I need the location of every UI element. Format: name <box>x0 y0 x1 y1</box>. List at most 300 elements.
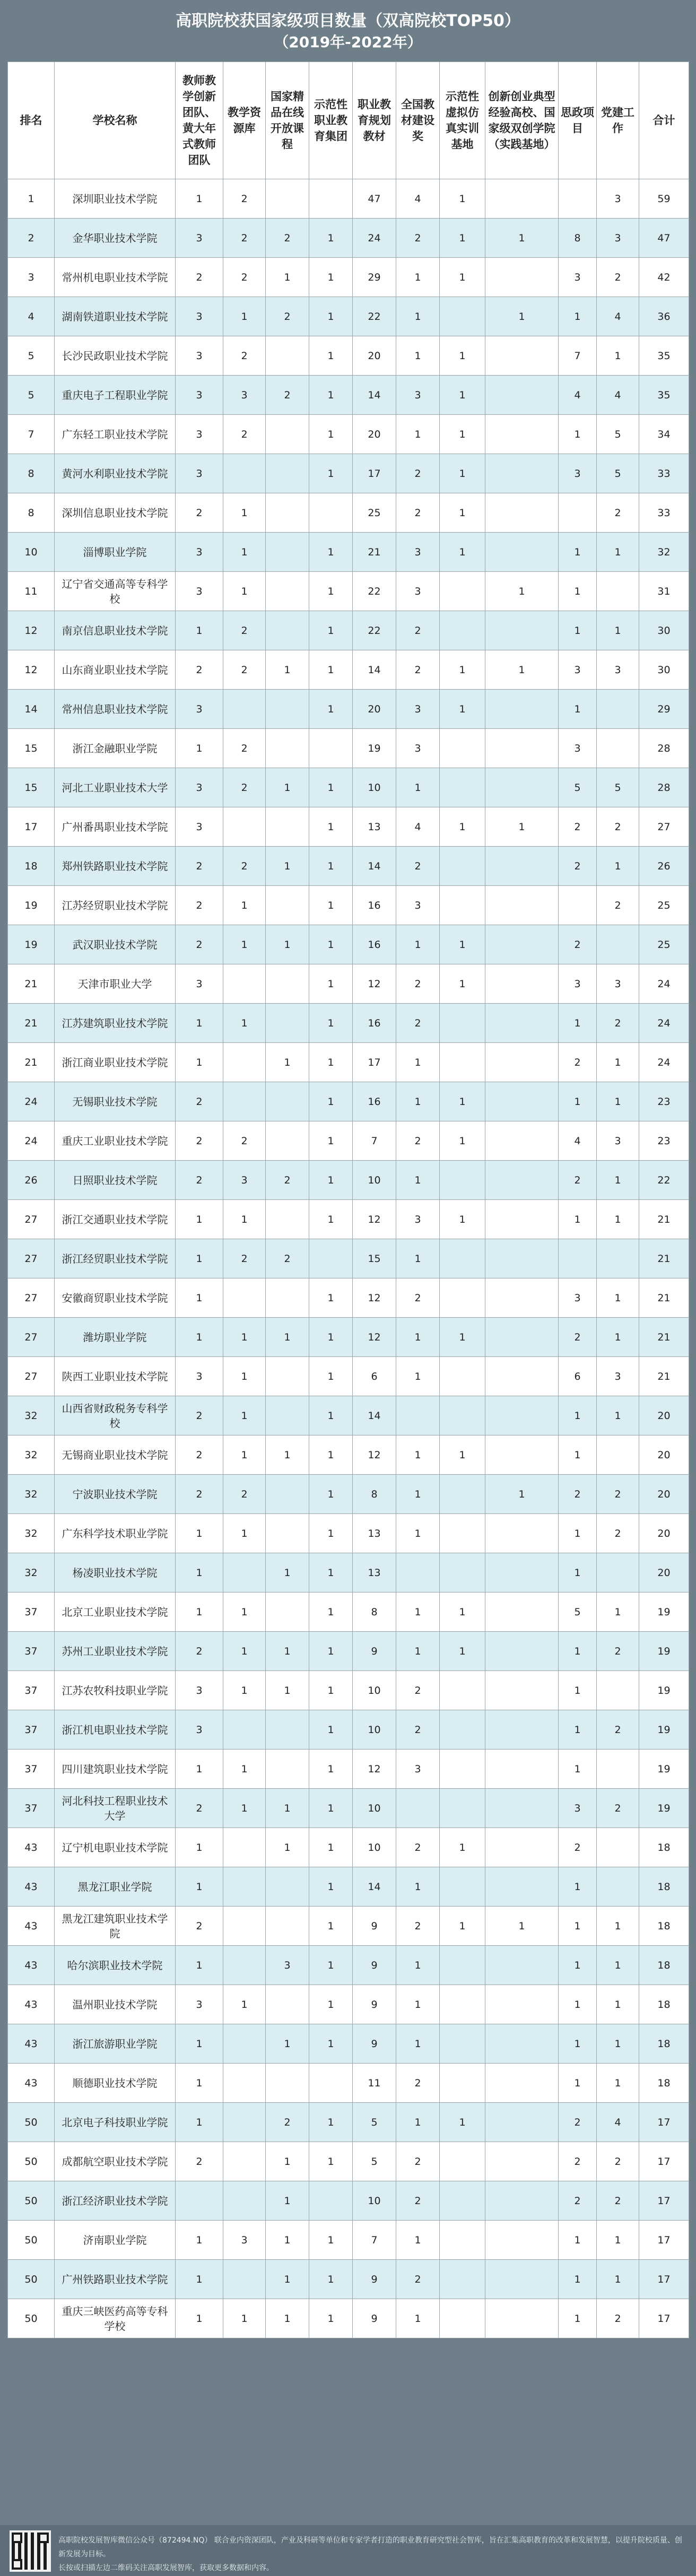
value-cell: 1 <box>309 650 353 690</box>
value-cell <box>309 493 353 533</box>
value-cell: 1 <box>559 611 597 650</box>
value-cell: 9 <box>353 2260 396 2299</box>
value-cell: 1 <box>440 1828 485 1867</box>
value-cell <box>485 1082 559 1121</box>
value-cell: 1 <box>176 1043 223 1082</box>
value-cell: 1 <box>176 2024 223 2064</box>
value-cell: 1 <box>559 415 597 454</box>
value-cell: 2 <box>396 2064 440 2103</box>
value-cell: 1 <box>266 2260 309 2299</box>
value-cell: 12 <box>353 1318 396 1357</box>
value-cell: 1 <box>309 1318 353 1357</box>
school-name-cell: 安徽商贸职业技术学院 <box>55 1278 176 1318</box>
value-cell <box>485 1121 559 1161</box>
value-cell: 9 <box>353 2299 396 2338</box>
table-row <box>8 415 689 454</box>
value-cell: 2 <box>597 807 639 847</box>
table-row <box>8 1435 689 1475</box>
value-cell: 1 <box>559 1435 597 1475</box>
rank-cell: 32 <box>8 1435 55 1475</box>
qr-code-icon <box>10 2530 51 2572</box>
column-header: 示范性职业教育集团 <box>309 62 353 179</box>
value-cell: 3 <box>396 1200 440 1239</box>
rank-cell: 37 <box>8 1592 55 1632</box>
value-cell: 17 <box>639 2221 689 2260</box>
table-row <box>8 572 689 611</box>
value-cell: 2 <box>223 611 266 650</box>
value-cell: 1 <box>266 2299 309 2338</box>
value-cell <box>266 886 309 925</box>
value-cell <box>440 1671 485 1710</box>
value-cell: 1 <box>309 2221 353 2260</box>
value-cell: 2 <box>223 650 266 690</box>
value-cell <box>266 1514 309 1553</box>
value-cell: 1 <box>266 1828 309 1867</box>
value-cell: 18 <box>639 1828 689 1867</box>
value-cell: 2 <box>597 886 639 925</box>
ranking-table <box>7 62 689 2338</box>
value-cell: 42 <box>639 258 689 297</box>
value-cell: 2 <box>266 1161 309 1200</box>
value-cell: 1 <box>396 1985 440 2024</box>
school-name-cell: 武汉职业技术学院 <box>55 925 176 964</box>
value-cell <box>266 1867 309 1907</box>
rank-cell: 43 <box>8 1946 55 1985</box>
value-cell: 2 <box>176 493 223 533</box>
value-cell: 24 <box>639 1004 689 1043</box>
value-cell <box>485 964 559 1004</box>
value-cell: 5 <box>559 1592 597 1632</box>
value-cell: 24 <box>639 1043 689 1082</box>
value-cell: 4 <box>396 807 440 847</box>
value-cell <box>485 1985 559 2024</box>
school-name-cell: 常州信息职业技术学院 <box>55 690 176 729</box>
value-cell <box>440 1867 485 1907</box>
value-cell: 1 <box>440 533 485 572</box>
table-row <box>8 2299 689 2338</box>
value-cell <box>266 1357 309 1396</box>
value-cell: 1 <box>309 768 353 807</box>
value-cell: 1 <box>223 886 266 925</box>
rank-cell: 12 <box>8 650 55 690</box>
value-cell: 1 <box>559 1710 597 1750</box>
value-cell: 10 <box>353 1710 396 1750</box>
value-cell: 1 <box>176 2064 223 2103</box>
value-cell: 17 <box>353 454 396 493</box>
rank-cell: 27 <box>8 1200 55 1239</box>
value-cell: 1 <box>309 336 353 376</box>
rank-cell: 14 <box>8 690 55 729</box>
value-cell: 1 <box>396 1043 440 1082</box>
rank-cell: 37 <box>8 1789 55 1828</box>
rank-cell: 8 <box>8 493 55 533</box>
school-name-cell: 河北工业职业技术大学 <box>55 768 176 807</box>
value-cell: 13 <box>353 1514 396 1553</box>
value-cell: 1 <box>309 1789 353 1828</box>
value-cell <box>223 2064 266 2103</box>
value-cell: 1 <box>597 1278 639 1318</box>
school-name-cell: 长沙民政职业技术学院 <box>55 336 176 376</box>
value-cell: 1 <box>176 1828 223 1867</box>
school-name-cell: 郑州铁路职业技术学院 <box>55 847 176 886</box>
value-cell: 1 <box>559 1985 597 2024</box>
value-cell: 2 <box>559 2142 597 2181</box>
table-row <box>8 1475 689 1514</box>
value-cell <box>440 572 485 611</box>
value-cell: 1 <box>396 1082 440 1121</box>
value-cell: 3 <box>176 219 223 258</box>
value-cell: 1 <box>440 336 485 376</box>
value-cell <box>597 1553 639 1592</box>
value-cell <box>223 690 266 729</box>
table-row <box>8 533 689 572</box>
value-cell <box>309 2181 353 2221</box>
rank-cell: 50 <box>8 2181 55 2221</box>
value-cell: 1 <box>396 1435 440 1475</box>
value-cell: 1 <box>559 1082 597 1121</box>
school-name-cell: 湖南铁道职业技术学院 <box>55 297 176 336</box>
value-cell <box>266 690 309 729</box>
value-cell: 21 <box>639 1239 689 1278</box>
value-cell: 17 <box>639 2299 689 2338</box>
value-cell: 1 <box>223 1671 266 1710</box>
value-cell: 2 <box>597 1514 639 1553</box>
value-cell: 12 <box>353 1435 396 1475</box>
value-cell: 3 <box>176 297 223 336</box>
rank-cell: 8 <box>8 454 55 493</box>
column-header: 排名 <box>8 62 55 179</box>
value-cell <box>485 1396 559 1435</box>
value-cell: 2 <box>176 258 223 297</box>
value-cell: 24 <box>353 219 396 258</box>
value-cell: 1 <box>176 2260 223 2299</box>
value-cell: 1 <box>485 297 559 336</box>
value-cell: 1 <box>309 1043 353 1082</box>
value-cell: 28 <box>639 729 689 768</box>
value-cell: 2 <box>396 2181 440 2221</box>
table-row <box>8 690 689 729</box>
school-name-cell: 潍坊职业学院 <box>55 1318 176 1357</box>
rank-cell: 32 <box>8 1553 55 1592</box>
value-cell <box>223 1907 266 1946</box>
value-cell: 10 <box>353 1671 396 1710</box>
value-cell: 5 <box>353 2103 396 2142</box>
table-row <box>8 1632 689 1671</box>
value-cell: 16 <box>353 1004 396 1043</box>
rank-cell: 37 <box>8 1750 55 1789</box>
value-cell: 2 <box>223 1475 266 1514</box>
value-cell: 28 <box>639 768 689 807</box>
rank-cell: 50 <box>8 2299 55 2338</box>
value-cell: 29 <box>639 690 689 729</box>
column-header: 合计 <box>639 62 689 179</box>
school-name-cell: 常州机电职业技术学院 <box>55 258 176 297</box>
value-cell: 7 <box>559 336 597 376</box>
value-cell <box>440 1004 485 1043</box>
school-name-cell: 山西省财政税务专科学校 <box>55 1396 176 1435</box>
value-cell: 2 <box>266 1239 309 1278</box>
value-cell <box>440 1357 485 1396</box>
school-name-cell: 成都航空职业技术学院 <box>55 2142 176 2181</box>
table-row <box>8 1121 689 1161</box>
rank-cell: 19 <box>8 925 55 964</box>
school-name-cell: 浙江金融职业学院 <box>55 729 176 768</box>
value-cell: 1 <box>597 1318 639 1357</box>
value-cell <box>485 1357 559 1396</box>
value-cell: 10 <box>353 1828 396 1867</box>
value-cell: 1 <box>309 1750 353 1789</box>
value-cell <box>485 1553 559 1592</box>
school-name-cell: 淄博职业学院 <box>55 533 176 572</box>
value-cell: 18 <box>639 1867 689 1907</box>
value-cell <box>440 847 485 886</box>
value-cell <box>597 1239 639 1278</box>
value-cell: 26 <box>639 847 689 886</box>
value-cell: 1 <box>440 258 485 297</box>
value-cell <box>440 1710 485 1750</box>
value-cell: 3 <box>176 1671 223 1710</box>
school-name-cell: 浙江机电职业技术学院 <box>55 1710 176 1750</box>
value-cell: 2 <box>559 1161 597 1200</box>
school-name-cell: 无锡职业技术学院 <box>55 1082 176 1121</box>
value-cell: 21 <box>639 1278 689 1318</box>
value-cell: 3 <box>176 533 223 572</box>
school-name-cell: 日照职业技术学院 <box>55 1161 176 1200</box>
value-cell: 1 <box>485 807 559 847</box>
value-cell <box>440 1161 485 1200</box>
value-cell: 22 <box>353 572 396 611</box>
value-cell: 1 <box>396 258 440 297</box>
column-header: 国家精品在线开放课程 <box>266 62 309 179</box>
value-cell <box>266 1200 309 1239</box>
table-body <box>8 179 689 2338</box>
value-cell: 1 <box>309 1828 353 1867</box>
rank-cell: 7 <box>8 415 55 454</box>
value-cell: 4 <box>597 376 639 415</box>
table-container <box>7 62 689 2338</box>
rank-cell: 32 <box>8 1396 55 1435</box>
value-cell <box>223 1946 266 1985</box>
rank-cell: 12 <box>8 611 55 650</box>
value-cell: 19 <box>639 1750 689 1789</box>
value-cell: 2 <box>396 964 440 1004</box>
value-cell: 2 <box>396 611 440 650</box>
value-cell: 30 <box>639 611 689 650</box>
rank-cell: 26 <box>8 1161 55 1200</box>
value-cell: 1 <box>485 572 559 611</box>
table-row <box>8 1789 689 1828</box>
school-name-cell: 深圳信息职业技术学院 <box>55 493 176 533</box>
value-cell: 1 <box>309 2299 353 2338</box>
value-cell <box>223 1043 266 1082</box>
value-cell: 1 <box>266 1671 309 1710</box>
rank-cell: 19 <box>8 886 55 925</box>
value-cell <box>597 1750 639 1789</box>
rank-cell: 50 <box>8 2103 55 2142</box>
value-cell <box>266 729 309 768</box>
value-cell: 19 <box>639 1592 689 1632</box>
value-cell <box>266 1592 309 1632</box>
value-cell <box>266 1710 309 1750</box>
value-cell <box>309 2064 353 2103</box>
value-cell: 2 <box>266 376 309 415</box>
value-cell <box>440 1278 485 1318</box>
value-cell <box>485 2103 559 2142</box>
table-row <box>8 454 689 493</box>
table-row <box>8 1750 689 1789</box>
value-cell: 20 <box>639 1553 689 1592</box>
value-cell: 3 <box>176 1985 223 2024</box>
table-row <box>8 807 689 847</box>
rank-cell: 43 <box>8 2024 55 2064</box>
value-cell: 2 <box>559 1828 597 1867</box>
rank-cell: 24 <box>8 1121 55 1161</box>
value-cell: 3 <box>559 964 597 1004</box>
value-cell <box>485 533 559 572</box>
value-cell: 1 <box>176 1514 223 1553</box>
value-cell: 13 <box>353 807 396 847</box>
value-cell <box>597 925 639 964</box>
value-cell: 3 <box>176 336 223 376</box>
rank-cell: 37 <box>8 1632 55 1671</box>
value-cell <box>597 729 639 768</box>
value-cell: 1 <box>559 690 597 729</box>
value-cell <box>223 1082 266 1121</box>
value-cell: 4 <box>396 179 440 219</box>
value-cell: 1 <box>440 650 485 690</box>
value-cell <box>396 1553 440 1592</box>
value-cell: 1 <box>440 1592 485 1632</box>
value-cell <box>266 572 309 611</box>
table-row <box>8 219 689 258</box>
value-cell: 1 <box>309 2260 353 2299</box>
value-cell: 1 <box>266 847 309 886</box>
value-cell <box>266 807 309 847</box>
value-cell: 12 <box>353 1200 396 1239</box>
value-cell <box>440 2221 485 2260</box>
rank-cell: 21 <box>8 1004 55 1043</box>
value-cell: 1 <box>266 1789 309 1828</box>
value-cell: 20 <box>353 415 396 454</box>
value-cell: 1 <box>223 1200 266 1239</box>
value-cell: 2 <box>396 219 440 258</box>
rank-cell: 11 <box>8 572 55 611</box>
column-header: 教学资源库 <box>223 62 266 179</box>
value-cell: 1 <box>396 2221 440 2260</box>
value-cell: 3 <box>176 1357 223 1396</box>
school-name-cell: 辽宁机电职业技术学院 <box>55 1828 176 1867</box>
column-header: 党建工作 <box>597 62 639 179</box>
value-cell: 1 <box>309 807 353 847</box>
value-cell <box>485 1161 559 1200</box>
value-cell: 1 <box>309 258 353 297</box>
value-cell: 1 <box>309 611 353 650</box>
value-cell: 16 <box>353 886 396 925</box>
school-name-cell: 北京工业职业技术学院 <box>55 1592 176 1632</box>
value-cell: 1 <box>309 1357 353 1396</box>
value-cell: 1 <box>396 1475 440 1514</box>
rank-cell: 21 <box>8 1043 55 1082</box>
value-cell: 1 <box>559 1671 597 1710</box>
value-cell: 2 <box>176 1082 223 1121</box>
value-cell: 1 <box>309 1082 353 1121</box>
value-cell <box>440 1750 485 1789</box>
value-cell <box>485 886 559 925</box>
value-cell: 1 <box>309 847 353 886</box>
value-cell: 13 <box>353 1553 396 1592</box>
value-cell <box>309 1239 353 1278</box>
value-cell: 14 <box>353 1867 396 1907</box>
value-cell: 21 <box>639 1357 689 1396</box>
table-row <box>8 258 689 297</box>
value-cell <box>485 376 559 415</box>
school-name-cell: 哈尔滨职业技术学院 <box>55 1946 176 1985</box>
rank-cell: 32 <box>8 1514 55 1553</box>
value-cell: 4 <box>559 1121 597 1161</box>
value-cell: 24 <box>639 964 689 1004</box>
value-cell: 1 <box>559 1907 597 1946</box>
rank-cell: 27 <box>8 1239 55 1278</box>
school-name-cell: 深圳职业技术学院 <box>55 179 176 219</box>
school-name-cell: 天津市职业大学 <box>55 964 176 1004</box>
value-cell: 5 <box>559 768 597 807</box>
value-cell: 1 <box>309 1161 353 1200</box>
value-cell <box>485 1710 559 1750</box>
value-cell: 1 <box>485 1907 559 1946</box>
value-cell: 1 <box>309 219 353 258</box>
value-cell: 1 <box>309 1004 353 1043</box>
value-cell: 17 <box>639 2260 689 2299</box>
table-row <box>8 1043 689 1082</box>
value-cell: 1 <box>176 1553 223 1592</box>
value-cell: 47 <box>639 219 689 258</box>
value-cell: 1 <box>396 1592 440 1632</box>
value-cell: 1 <box>396 925 440 964</box>
value-cell: 3 <box>176 454 223 493</box>
value-cell <box>266 1121 309 1161</box>
value-cell: 1 <box>559 1946 597 1985</box>
value-cell: 1 <box>440 807 485 847</box>
school-name-cell: 顺德职业技术学院 <box>55 2064 176 2103</box>
value-cell: 14 <box>353 1396 396 1435</box>
page-title: 高职院校获国家级项目数量（双高院校TOP50） <box>176 12 520 30</box>
value-cell: 3 <box>396 572 440 611</box>
value-cell: 1 <box>597 1161 639 1200</box>
value-cell: 1 <box>266 650 309 690</box>
value-cell: 18 <box>639 2064 689 2103</box>
value-cell: 14 <box>353 376 396 415</box>
value-cell <box>559 179 597 219</box>
value-cell: 1 <box>440 1632 485 1671</box>
table-row <box>8 886 689 925</box>
value-cell: 22 <box>639 1161 689 1200</box>
value-cell <box>440 2260 485 2299</box>
value-cell: 1 <box>597 611 639 650</box>
school-name-cell: 江苏经贸职业技术学院 <box>55 886 176 925</box>
value-cell: 2 <box>223 258 266 297</box>
value-cell: 2 <box>559 1043 597 1082</box>
value-cell <box>485 1318 559 1357</box>
value-cell <box>223 1553 266 1592</box>
value-cell: 3 <box>176 690 223 729</box>
table-row <box>8 1396 689 1435</box>
value-cell: 2 <box>396 847 440 886</box>
value-cell <box>440 1043 485 1082</box>
value-cell: 25 <box>353 493 396 533</box>
value-cell: 20 <box>353 336 396 376</box>
value-cell <box>266 493 309 533</box>
value-cell: 1 <box>266 258 309 297</box>
